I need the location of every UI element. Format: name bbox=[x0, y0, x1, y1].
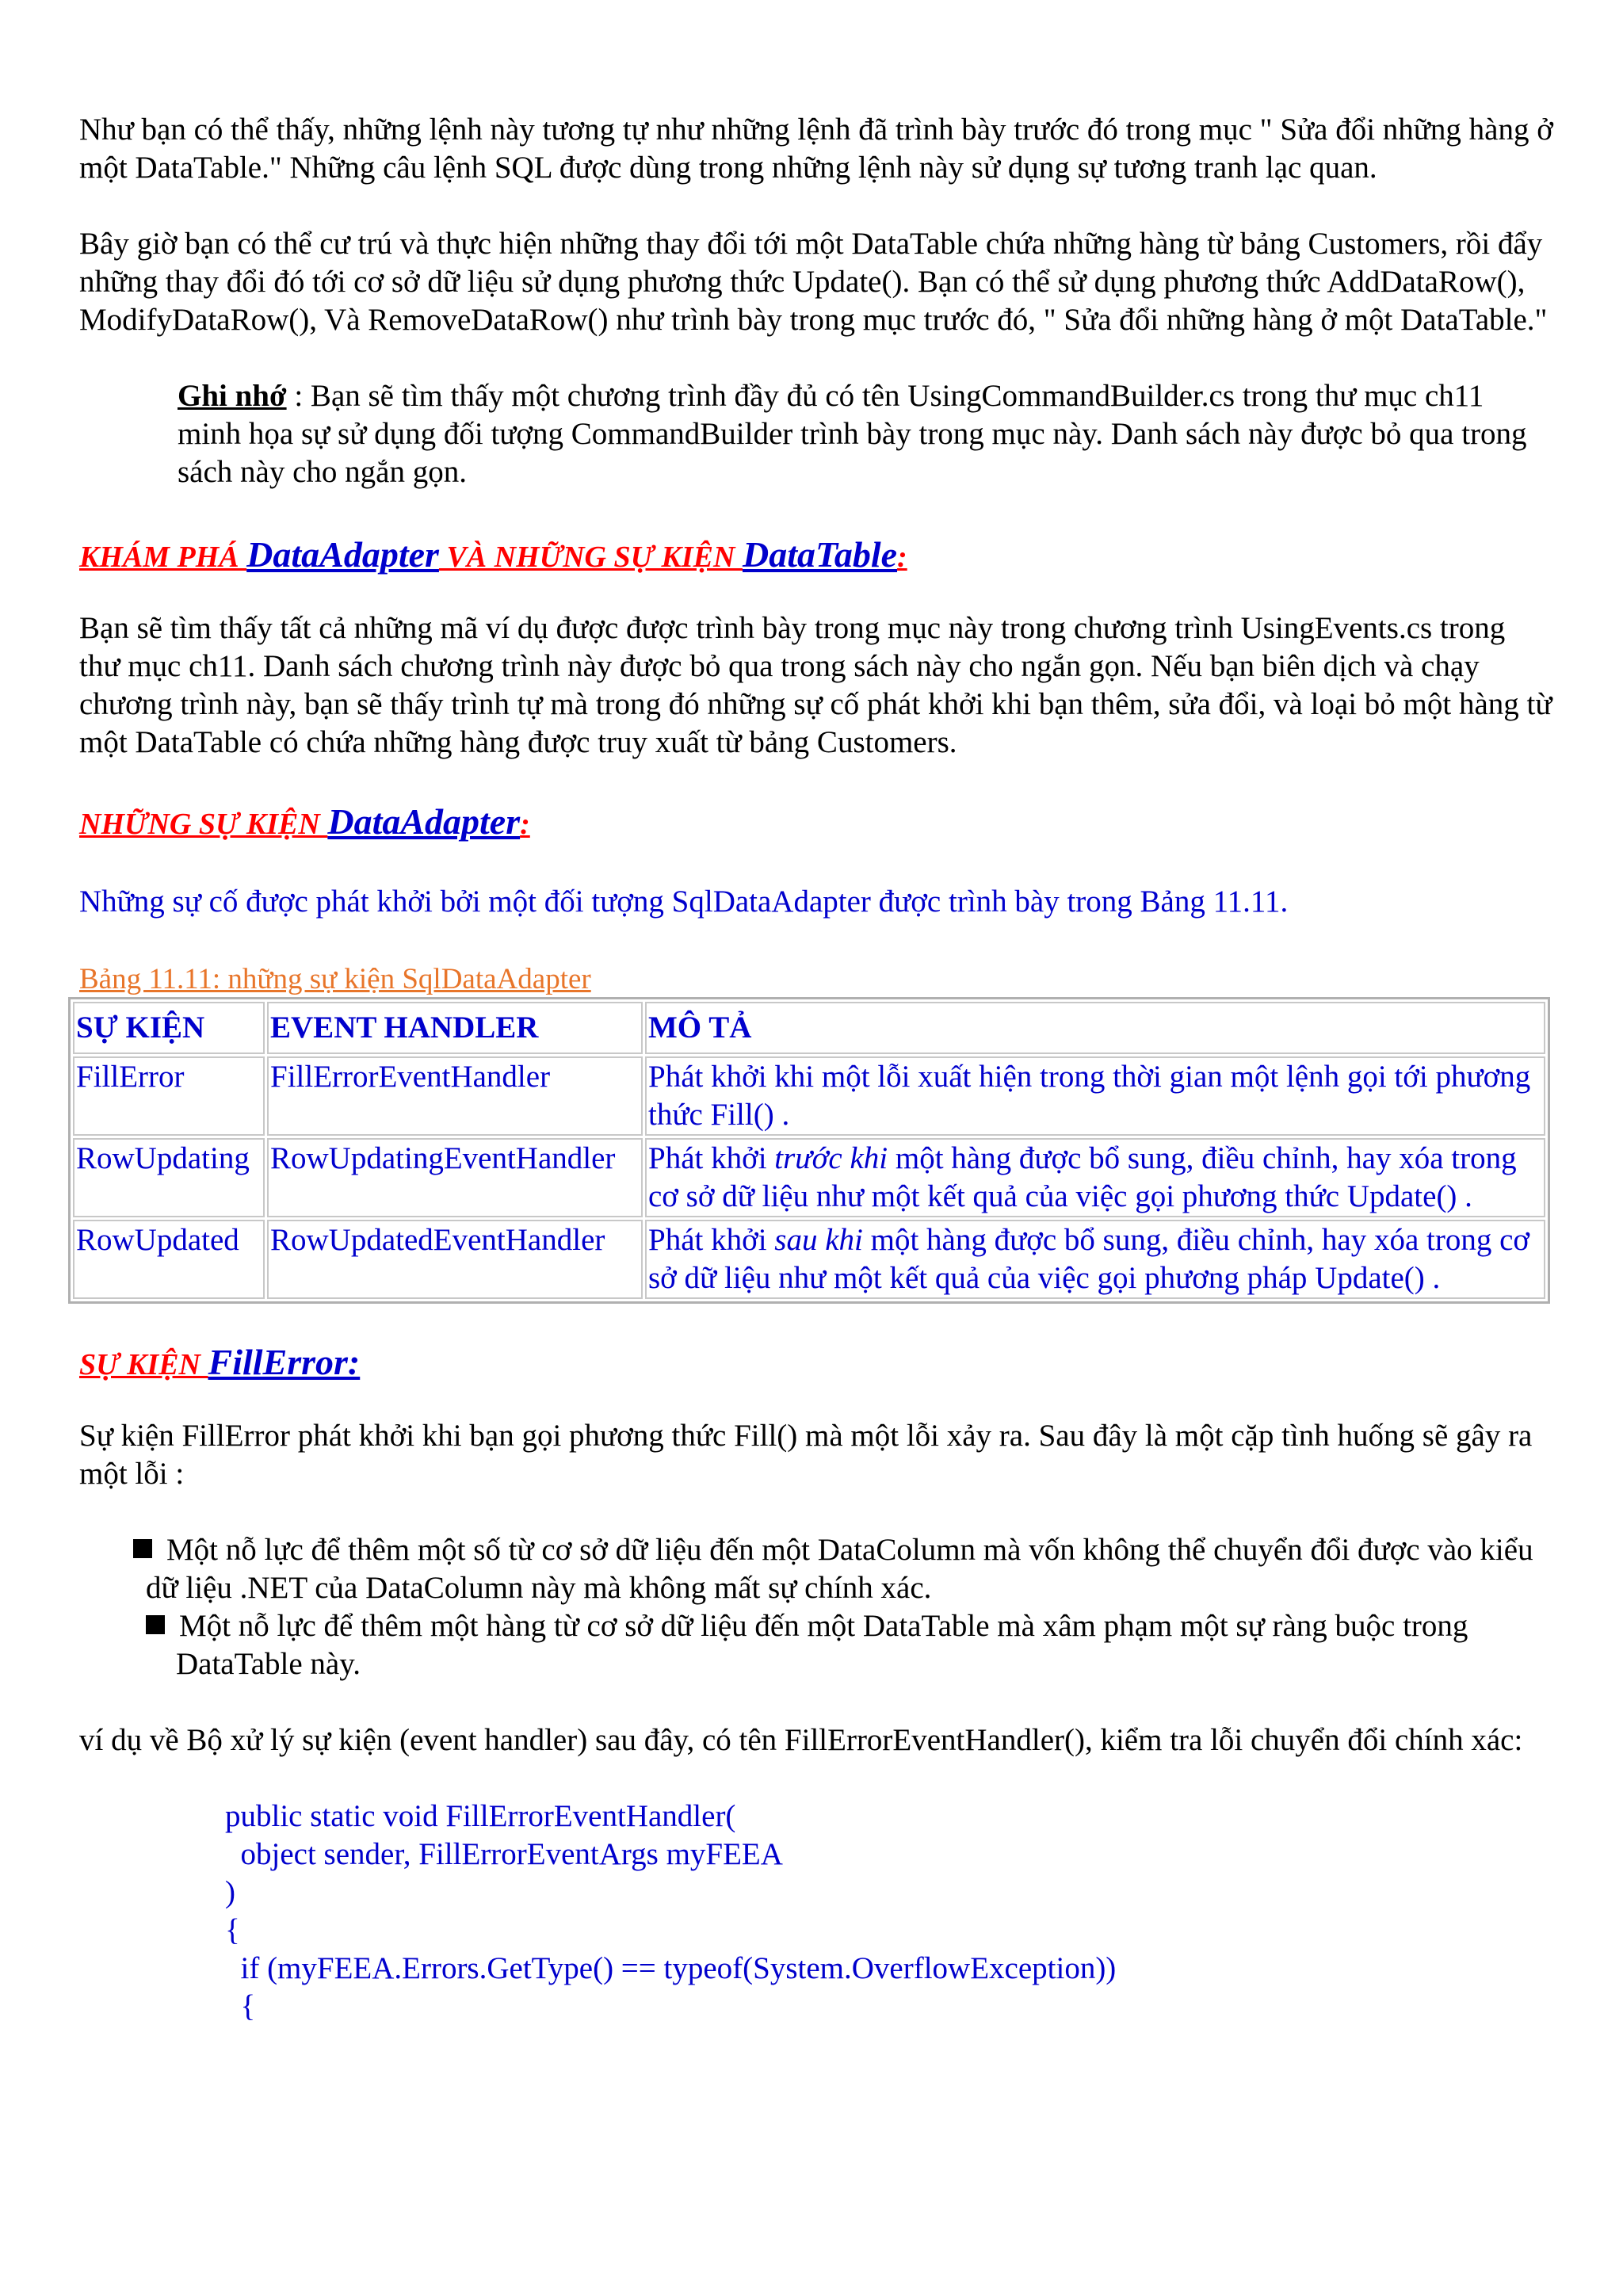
using-events-paragraph: Bạn sẽ tìm thấy tất cả những mã ví dụ được được trình bày trong mục này trong chương trình UsingEvents.cs trong thư mục ch11. Danh sách chương trình này được bỏ qua trong sách này cho ngắn gọn. Nếu bạn biên dịch và chạy chương trình này, bạn sẽ thấy trình tự mà trong đó những sự cố phát khởi khi bạn thêm, sửa đổi, và loại bỏ một hàng từ một DataTable có chứa những hàng được truy xuất từ bảng Customers. bbox=[79, 611, 1552, 759]
description-cell bbox=[645, 1138, 1545, 1217]
heading-part: SỰ KIỆN bbox=[79, 1348, 208, 1381]
heading-dataadapter-events bbox=[79, 798, 1553, 848]
code-block: public static void FillErrorEventHandler( object sender, FillErrorEventArgs myFEEA ) { if (myFEEA.Errors.GetType() == typeof(System.OverflowException)) { bbox=[225, 1799, 1117, 2023]
table-header-row bbox=[73, 1002, 1545, 1054]
list-item bbox=[79, 1607, 1553, 1683]
heading-part: DataTable bbox=[742, 534, 898, 575]
table-row bbox=[73, 1138, 1545, 1217]
description-text: một hàng được bổ sung, điều chỉnh, hay xóa trong cơ sở dữ liệu như một kết quả của việc gọi phương pháp Update() . bbox=[648, 1223, 1530, 1295]
table-caption: Bảng 11.11: những sự kiện SqlDataAdapter bbox=[79, 963, 591, 995]
example-paragraph: ví dụ về Bộ xử lý sự kiện (event handler) sau đây, có tên FillErrorEventHandler(), kiểm tra lỗi chuyển đổi chính xác: bbox=[79, 1723, 1523, 1757]
heading-kham-pha bbox=[79, 531, 1553, 581]
list-item bbox=[79, 1531, 1553, 1607]
event-cell: RowUpdated bbox=[73, 1220, 265, 1299]
description-emphasis: trước khi bbox=[774, 1141, 888, 1175]
events-table bbox=[68, 997, 1550, 1304]
heading-part: FillError: bbox=[208, 1342, 361, 1382]
table-header-cell: SỰ KIỆN bbox=[73, 1002, 265, 1054]
document-page bbox=[76, 111, 1553, 2026]
heading-part: NHỮNG SỰ KIỆN bbox=[79, 808, 328, 841]
description-text: Phát khởi bbox=[648, 1141, 775, 1175]
heading-part: DataAdapter bbox=[327, 801, 521, 842]
square-bullet-icon bbox=[146, 1615, 165, 1634]
fillerror-paragraph: Sự kiện FillError phát khởi khi bạn gọi phương thức Fill() mà một lỗi xảy ra. Sau đây là một cặp tình huống sẽ gây ra một lỗi : bbox=[79, 1419, 1533, 1491]
heading-part: DataAdapter bbox=[246, 534, 439, 575]
list-item-text: Một nỗ lực để thêm một hàng từ cơ sở dữ liệu đến một DataTable mà xâm phạm một sự ràng buộc trong DataTable này. bbox=[176, 1609, 1468, 1681]
heading-part: KHÁM PHÁ bbox=[79, 541, 247, 574]
event-cell: FillError bbox=[73, 1056, 265, 1136]
table-header-cell: MÔ TẢ bbox=[645, 1002, 1545, 1054]
note-text: : Bạn sẽ tìm thấy một chương trình đầy đủ có tên UsingCommandBuilder.cs trong thư mục ch11 minh họa sự sử dụng đối tượng CommandBuilder trình bày trong mục này. Danh sách này được bỏ qua trong sách này cho ngắn gọn. bbox=[178, 379, 1527, 489]
event-cell: RowUpdating bbox=[73, 1138, 265, 1217]
square-bullet-icon bbox=[133, 1539, 152, 1558]
description-text: Phát khởi bbox=[648, 1223, 775, 1257]
handler-cell: FillErrorEventHandler bbox=[267, 1056, 643, 1136]
description-cell bbox=[645, 1056, 1545, 1136]
description-text: một hàng được bổ sung, điều chỉnh, hay xóa trong cơ sở dữ liệu như một kết quả của việc gọi phương thức Update() . bbox=[648, 1141, 1517, 1213]
note-label: Ghi nhớ bbox=[178, 379, 287, 413]
list-item-text: Một nỗ lực để thêm một số từ cơ sở dữ liệu đến một DataColumn mà vốn không thể chuyển đổi được vào kiểu dữ liệu .NET của DataColumn này mà không mất sự chính xác. bbox=[146, 1533, 1533, 1605]
table-header-cell: EVENT HANDLER bbox=[267, 1002, 643, 1054]
handler-cell: RowUpdatingEventHandler bbox=[267, 1138, 643, 1217]
handler-cell: RowUpdatedEventHandler bbox=[267, 1220, 643, 1299]
intro-paragraph: Như bạn có thể thấy, những lệnh này tương tự như những lệnh đã trình bày trước đó trong mục " Sửa đổi những hàng ở một DataTable." Những câu lệnh SQL được dùng trong những lệnh này sử dụng sự tương tranh lạc quan. bbox=[79, 113, 1553, 185]
description-cell bbox=[645, 1220, 1545, 1299]
description-emphasis: sau khi bbox=[774, 1223, 863, 1257]
adapter-events-paragraph: Những sự cố được phát khởi bởi một đối tượng SqlDataAdapter được trình bày trong Bảng 11.11. bbox=[79, 884, 1289, 919]
heading-part: : bbox=[897, 541, 907, 574]
populate-paragraph: Bây giờ bạn có thể cư trú và thực hiện những thay đổi tới một DataTable chứa những hàng từ bảng Customers, rồi đẩy những thay đổi đó tới cơ sở dữ liệu sử dụng phương thức Update(). Bạn có thể sử dụng phương thức AddDataRow(), ModifyDataRow(), Và RemoveDataRow() như trình bày trong mục trước đó, " Sửa đổi những hàng ở một DataTable." bbox=[79, 227, 1548, 337]
note-paragraph bbox=[178, 377, 1553, 491]
scenario-list bbox=[79, 1531, 1553, 1683]
heading-fillerror bbox=[79, 1339, 1553, 1389]
description-text: Phát khởi khi một lỗi xuất hiện trong thời gian một lệnh gọi tới phương thức Fill() . bbox=[648, 1060, 1531, 1132]
heading-part: : bbox=[520, 808, 530, 841]
heading-part: VÀ NHỮNG SỰ KIỆN bbox=[438, 541, 743, 574]
table-row bbox=[73, 1056, 1545, 1136]
table-row bbox=[73, 1220, 1545, 1299]
